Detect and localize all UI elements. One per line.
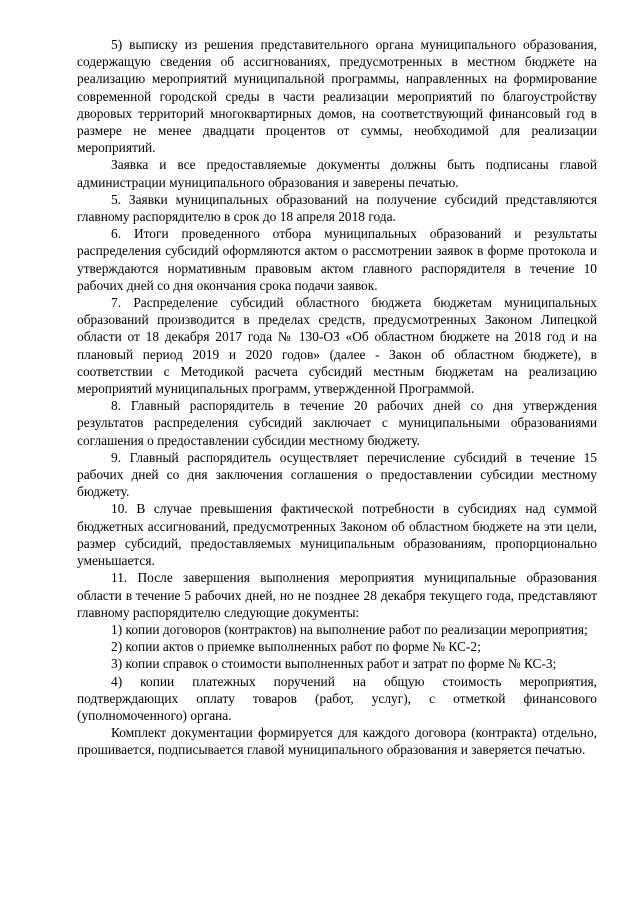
paragraph-application-signature: Заявка и все предоставляемые документы должны быть подписаны главой администрации муниципального образования и заверены печатью.: [77, 157, 597, 190]
list-item-1: 1) копии договоров (контрактов) на выполнение работ по реализации мероприятия;: [111, 621, 588, 637]
document-page: [77, 36, 597, 759]
list-item-4: 4) копии платежных поручений на общую стоимость мероприятия, подтверждающих оплату товаров (работ, услуг), с отметкой финансового (уполномоченного) органа.: [77, 673, 597, 723]
paragraph-clause-6: 6. Итоги проведенного отбора муниципальных образований и результаты распределения субсидий оформляются актом о рассмотрении заявок в форме протокола и утверждаются нормативным правовым актом главного распорядителя в течение 10 рабочих дней со дня окончания срока подачи заявок.: [77, 226, 597, 293]
paragraph-clause-7: 7. Распределение субсидий областного бюджета бюджетам муниципальных образований производится в пределах средств, предусмотренных Законом Липецкой области от 18 декабря 2017 года № 130-ОЗ «Об областном бюджете на 2018 год и на плановый период 2019 и 2020 годов» (далее - Закон об областном бюджете), в соответствии с Методикой расчета субсидий местным бюджетам на реализацию мероприятий муниципальных программ, утвержденной Программой.: [77, 295, 597, 397]
list-item-2: 2) копии актов о приемке выполненных работ по форме № КС-2;: [111, 639, 481, 655]
paragraph-clause-8: 8. Главный распорядитель в течение 20 рабочих дней со дня утверждения результатов распределения субсидий заключает с муниципальными образованиями соглашения о предоставлении субсидии местному бюджету.: [77, 398, 597, 448]
paragraph-clause-5: 5. Заявки муниципальных образований на получение субсидий представляются главному распорядителю в срок до 18 апреля 2018 года.: [77, 191, 597, 225]
paragraph-documentation-set: Комплект документации формируется для каждого договора (контракта) отдельно, прошивается, подписывается главой муниципального образования и заверяется печатью.: [77, 725, 597, 758]
paragraph-item-5-extract: 5) выписку из решения представительного органа муниципального образования, содержащую сведения об ассигнованиях, предусмотренных в местном бюджете на реализацию мероприятий муниципальной программы, направленных на формирование современной городской среды в части реализации мероприятий по благоустройству дворовых территорий многоквартирных домов, на соответствующий финансовый год в размере не менее двадцати процентов от суммы, необходимой для реализации мероприятий.: [77, 37, 597, 156]
paragraph-clause-10: 10. В случае превышения фактической потребности в субсидиях над суммой бюджетных ассигнований, предусмотренных Законом об областном бюджете на эти цели, размер субсидий, предоставляемых муниципальным образованиям, пропорционально уменьшается.: [77, 501, 597, 569]
list-item-3: 3) копии справок о стоимости выполненных работ и затрат по форме № КС-3;: [111, 656, 557, 672]
paragraph-clause-9: 9. Главный распорядитель осуществляет перечисление субсидий в течение 15 рабочих дней со дня заключения соглашения о предоставлении субсидии местному бюджету.: [77, 449, 597, 500]
paragraph-clause-11: 11. После завершения выполнения мероприятия муниципальные образования области в течение 5 рабочих дней, но не позднее 28 декабря текущего года, представляют главному распорядителю следующие документы:: [77, 570, 597, 620]
